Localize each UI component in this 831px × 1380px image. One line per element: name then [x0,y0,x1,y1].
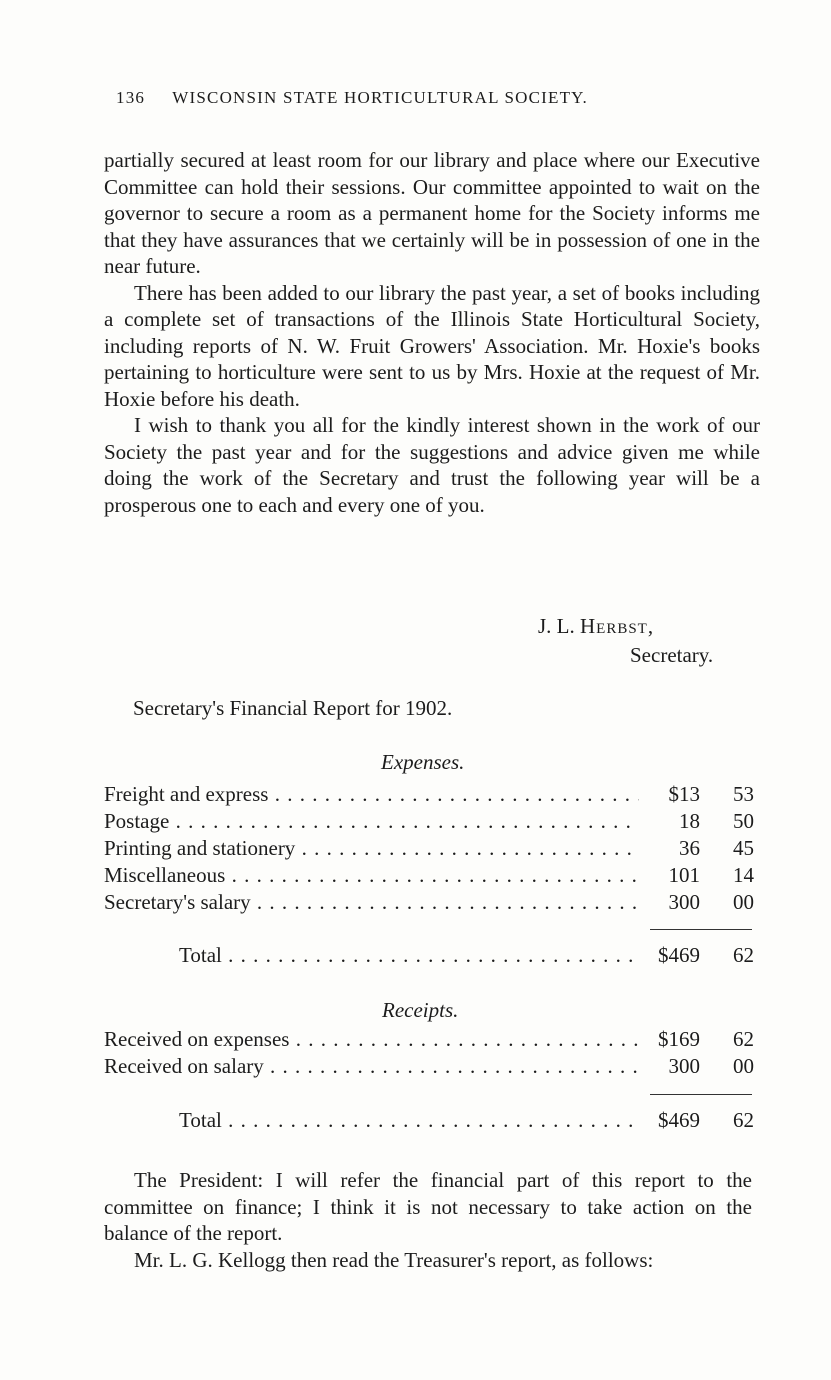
report-caption: Secretary's Financial Report for 1902. [133,696,453,720]
expense-label: Freight and express . . . [104,781,639,807]
expense-dollars: 300 [668,890,700,914]
paragraph-president-remark: The President: I will refer the financial part of this report to the committee on finance; I think it is not necessary to take action on the balance of the report. [104,1168,752,1245]
signature-name [538,614,654,639]
expense-cents: 45 [733,836,754,860]
expense-row [104,835,754,861]
paragraph-thanks: I wish to thank you all for the kindly interest shown in the work of our Society the past year and for the suggestions and advice given me while doing the work of the Secretary and trust the following year will be a prosperous one to each and every one of you. [104,413,760,517]
receipts-heading: Receipts. [382,998,459,1022]
closing-text [104,1167,752,1273]
expense-row [104,808,754,834]
total-dollars: $469 [658,943,700,967]
expenses-heading: Expenses. [381,750,465,774]
body-text [104,147,760,518]
receipt-dollars: 300 [668,1054,700,1078]
sum-rule [650,1094,752,1095]
receipt-cents: 62 [733,1027,754,1051]
total-dollars: $469 [658,1108,700,1132]
paragraph-library-additions: There has been added to our library the past year, a set of books including a complete set of transactions of the Illinois State Horticultural Society, including reports of N. W. Fruit Growers' Association. Mr. Hoxie's books pertaining to horticulture were sent to us by Mrs. Hoxie at the request of Mr. Hoxie before his death. [104,280,760,411]
expenses-total-row [104,942,754,968]
expense-dollars: 18 [679,809,700,833]
expense-dollars: 36 [679,836,700,860]
expense-cents: 53 [733,782,754,806]
expense-row [104,781,754,807]
expense-row [104,889,754,915]
total-cents: 62 [733,943,754,967]
expense-cents: 14 [733,863,754,887]
total-label: Total . . . [179,1107,639,1133]
receipts-total-row [104,1107,754,1133]
expense-label: Miscellaneous . . . [104,862,639,888]
page-number: 136 [116,88,146,107]
expense-label: Printing and stationery . . . [104,835,639,861]
receipt-label: Received on expenses . . . [104,1026,639,1052]
receipt-label: Received on salary . . . [104,1053,639,1079]
receipt-cents: 00 [733,1054,754,1078]
expense-label: Secretary's salary . . . [104,889,639,915]
expense-cents: 00 [733,890,754,914]
expense-dollars: 101 [668,863,700,887]
receipt-row [104,1053,754,1079]
receipt-row [104,1026,754,1052]
running-header [116,88,716,108]
expense-cents: 50 [733,809,754,833]
sum-rule [650,929,752,930]
signature-title: Secretary. [630,643,714,667]
signature-surname: Herbst, [580,614,655,638]
running-title: WISCONSIN STATE HORTICULTURAL SOCIETY. [172,88,588,107]
signature-initials: J. L. [538,614,575,638]
paragraph-treasurer-intro: Mr. L. G. Kellogg then read the Treasurer's report, as follows: [134,1247,654,1272]
receipt-dollars: $169 [658,1027,700,1051]
paragraph-library-room: partially secured at least room for our library and place where our Executive Committee can hold their sessions. Our committee appointed to wait on the governor to secure a room as a permanent home for the Society informs me that they have assurances that we certainly will be in possession of one in the near future. [104,148,760,278]
expense-dollars: $13 [668,782,700,806]
expense-label: Postage . . . [104,808,639,834]
total-label: Total . . . [179,942,639,968]
expense-row [104,862,754,888]
total-cents: 62 [733,1108,754,1132]
